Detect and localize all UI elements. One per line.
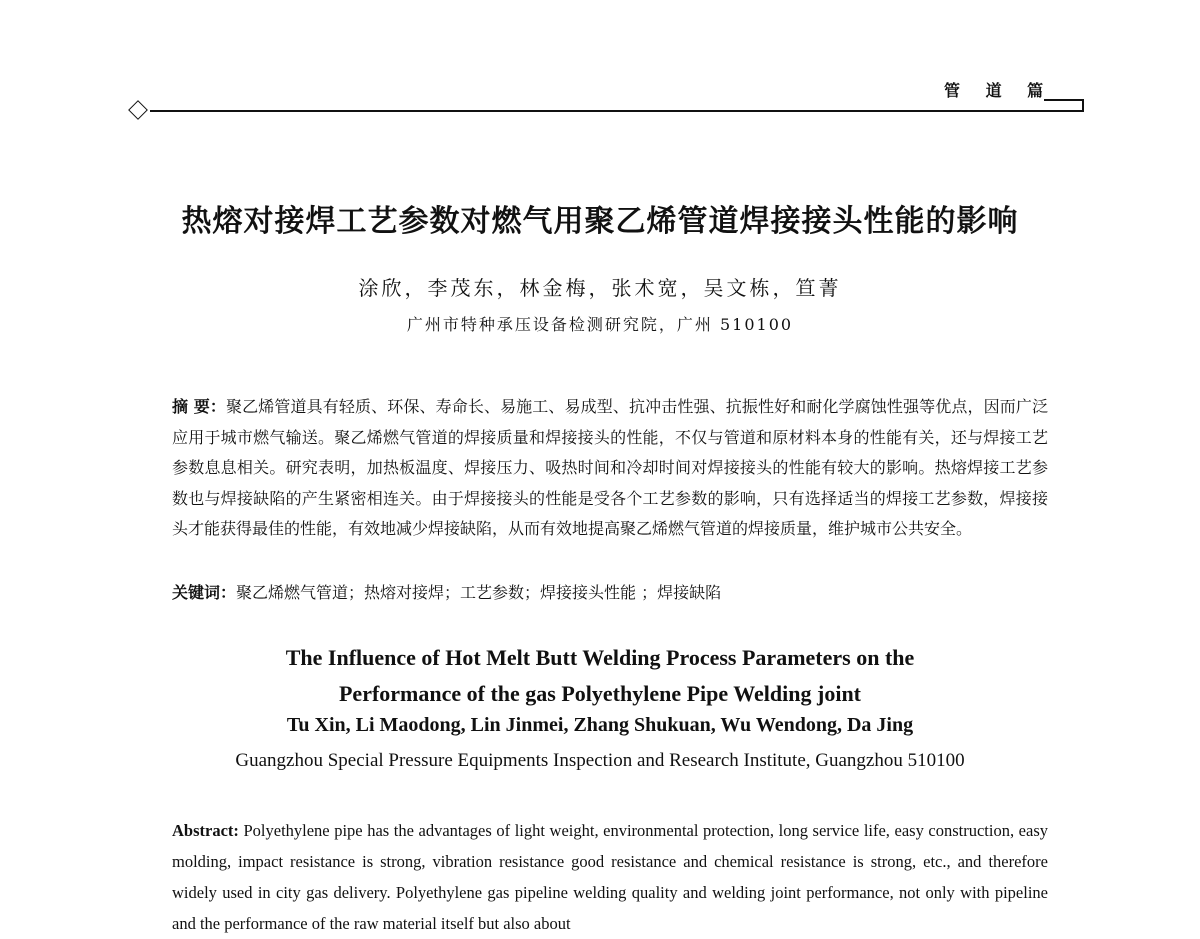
abstract-cn: [172, 392, 1048, 545]
authors-cn: 涂欣，李茂东，林金梅，张术宽，吴文栋，笪菁: [358, 276, 842, 300]
paper-title-en: [0, 640, 1200, 712]
header-rule-tab: [1044, 99, 1084, 110]
paper-title-en-line2: Performance of the gas Polyethylene Pipe Welding joint: [338, 681, 862, 706]
abstract-en-text: Polyethylene pipe has the advantages of light weight, environmental protection, long service life, easy construction, easy molding, impact resistance is strong, vibration resistance good resistance and chemical resistance is strong, etc., and therefore widely used in city gas delivery. Polyethylene gas pipeline welding quality and welding joint performance, not only with pipeline and the performance of the raw material itself but also about: [172, 821, 1048, 933]
paper-title-en-line1: The Influence of Hot Melt Butt Welding Process Parameters on the: [285, 645, 915, 670]
affiliation-en: Guangzhou Special Pressure Equipments Inspection and Research Institute, Guangzhou 510100: [235, 750, 965, 771]
running-header-section: 管 道 篇: [944, 81, 1054, 100]
diamond-icon: [128, 100, 148, 120]
paper-title-cn: 热熔对接焊工艺参数对燃气用聚乙烯管道焊接接头性能的影响: [181, 204, 1019, 239]
keywords-cn-label: 关键词：: [172, 583, 237, 602]
abstract-en: [172, 815, 1048, 939]
keywords-cn: [172, 578, 1048, 609]
abstract-en-label: Abstract:: [172, 821, 239, 840]
abstract-cn-text: 聚乙烯管道具有轻质、环保、寿命长、易施工、易成型、抗冲击性强、抗振性好和耐化学腐蚀性强等优点，因而广泛应用于城市燃气输送。聚乙烯燃气管道的焊接质量和焊接接头的性能，不仅与管道和原材料本身的性能有关，还与焊接工艺参数息息相关。研究表明，加热板温度、焊接压力、吸热时间和冷却时间对焊接接头的性能有较大的影响。热熔焊接工艺参数也与焊接缺陷的产生紧密相连关。由于焊接接头的性能是受各个工艺参数的影响，只有选择适当的焊接工艺参数，焊接接头才能获得最佳的性能，有效地减少焊接缺陷，从而有效地提高聚乙烯燃气管道的焊接质量，维护城市公共安全。: [172, 397, 1048, 538]
authors-en: Tu Xin, Li Maodong, Lin Jinmei, Zhang Shukuan, Wu Wendong, Da Jing: [286, 714, 914, 736]
keywords-cn-text: 聚乙烯燃气管道；热熔对接焊；工艺参数；焊接接头性能 ；焊接缺陷: [236, 583, 722, 602]
affiliation-cn: 广州市特种承压设备检测研究院，广州 510100: [406, 315, 794, 334]
abstract-cn-label: 摘 要：: [172, 397, 227, 416]
header-rule: [150, 110, 1084, 112]
